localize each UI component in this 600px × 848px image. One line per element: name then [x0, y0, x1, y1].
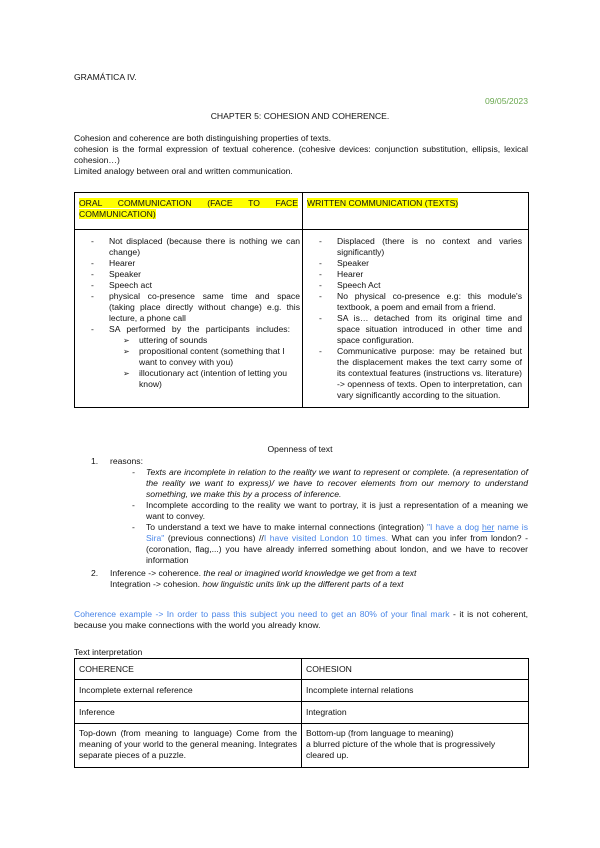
- her-link[interactable]: her: [481, 522, 495, 532]
- coherence-example-text: - it is not coherent, because you make connections with the world you already know.: [74, 609, 528, 630]
- oral-subitem: ➢ uttering of sounds: [79, 335, 300, 346]
- oral-cell: [75, 230, 303, 408]
- coherence-example: [74, 609, 528, 631]
- written-item: - No physical co-presence e.g: this module's textbook, a poem and email from a friend.: [307, 291, 522, 313]
- oral-header: ORAL COMMUNICATION (FACE TO FACE COMMUNICATION): [79, 198, 298, 219]
- intro-line: Limited analogy between oral and written communication.: [74, 166, 293, 176]
- coherence-header: COHERENCE: [75, 659, 302, 680]
- table-cell: Bottom-up (from language to meaning) a blurred picture of the whole that is progressively cleared up.: [302, 724, 529, 768]
- coherence-example-blue: Coherence example -> In order to pass this subject you need to get an 80% of your final mark: [74, 609, 450, 619]
- table-cell: Integration: [302, 702, 529, 724]
- dog-example: "I have a dog: [426, 522, 482, 532]
- oral-item: - Not displaced (because there is nothing we can change): [79, 236, 300, 258]
- written-item: - Speaker: [307, 258, 522, 269]
- oral-header-cell: [75, 193, 303, 230]
- oral-item: - Speaker: [79, 269, 300, 280]
- integration-label: Integration -> cohesion.: [110, 579, 203, 589]
- inference-definition: the real or imagined world knowledge we get from a text: [203, 568, 417, 578]
- reason-text: (previous connections) //: [164, 533, 264, 543]
- intro-line: cohesion is the formal expression of textual coherence. (cohesive devices: conjunction substitution, ellipsis, lexical cohesion…): [74, 144, 528, 165]
- inference-item: [74, 568, 528, 590]
- written-item: - SA is… detached from its original time and space situation introduced in other time and space configuration.: [307, 313, 522, 346]
- integration-definition: how linguistic units link up the different parts of a text: [202, 579, 404, 589]
- intro: [74, 133, 528, 177]
- intro-line: Cohesion and coherence are both distinguishing properties of texts.: [74, 133, 332, 143]
- table-cell: Incomplete internal relations: [302, 680, 529, 702]
- reason-item: - Texts are incomplete in relation to the reality we want to represent or complete. (a representation of the reality we want to express)/ we have to recover elements from our memory to understand something, we make this by a process of inference.: [74, 467, 528, 500]
- reasons-item: [74, 456, 528, 566]
- oral-item: - Hearer: [79, 258, 300, 269]
- table-cell: Top-down (from meaning to language) Come from the meaning of your world to the general meaning. Integrates separate pieces of a puzzle.: [75, 724, 302, 768]
- written-item: - Speech Act: [307, 280, 522, 291]
- oral-subitem: ➢ propositional content (something that I want to convey with you): [79, 346, 300, 368]
- cohesion-header: COHESION: [302, 659, 529, 680]
- written-cell: [303, 230, 529, 408]
- reason-text: What can you infer from london? - (coronation, flag,...) you have already inferred something about london, and we have to recover information: [146, 533, 528, 565]
- oral-item: - SA performed by the participants includes:: [79, 324, 300, 335]
- openness-section: [74, 456, 528, 590]
- interpretation-table: [74, 658, 529, 768]
- written-header-cell: [303, 193, 529, 230]
- date: 09/05/2023: [484, 96, 528, 106]
- london-example: I have visited London 10 times.: [263, 533, 389, 543]
- oral-item: - physical co-presence same time and space (taking place directly without change) e.g. this lecture, a phone call: [79, 291, 300, 324]
- interpretation-heading: Text interpretation: [74, 647, 143, 657]
- oral-item: - Speech act: [79, 280, 300, 291]
- oral-subitem: ➢ illocutionary act (intention of letting you know): [79, 368, 300, 390]
- reasons-label: reasons:: [110, 456, 143, 466]
- reason-item: [74, 522, 528, 566]
- chapter-title: CHAPTER 5: COHESION AND COHERENCE.: [210, 111, 390, 121]
- comparison-table: [74, 192, 529, 408]
- table-cell: Incomplete external reference: [75, 680, 302, 702]
- dog-example-end: name is Sira": [146, 522, 528, 543]
- inference-label: Inference -> coherence.: [110, 568, 204, 578]
- reason-text: To understand a text we have to make internal connections (integration): [146, 522, 427, 532]
- written-header: WRITTEN COMMUNICATION (TEXTS): [307, 198, 459, 208]
- openness-heading: Openness of text: [267, 444, 333, 454]
- table-cell: Inference: [75, 702, 302, 724]
- written-item: - Communicative purpose: may be retained but the displacement makes the text carry some of its contextual features (instructions vs. literature) -> openness of texts. Open to interpretation, can vary significantly according to the situation.: [307, 346, 522, 401]
- document-title: GRAMÁTICA IV.: [74, 72, 137, 82]
- list-number: 1.: [91, 456, 99, 466]
- reason-item: - Incomplete according to the reality we want to portray, it is just a representation of a meaning we want to convey.: [74, 500, 528, 522]
- written-item: - Hearer: [307, 269, 522, 280]
- written-item: - Displaced (there is no context and varies significantly): [307, 236, 522, 258]
- list-number: 2.: [91, 568, 99, 578]
